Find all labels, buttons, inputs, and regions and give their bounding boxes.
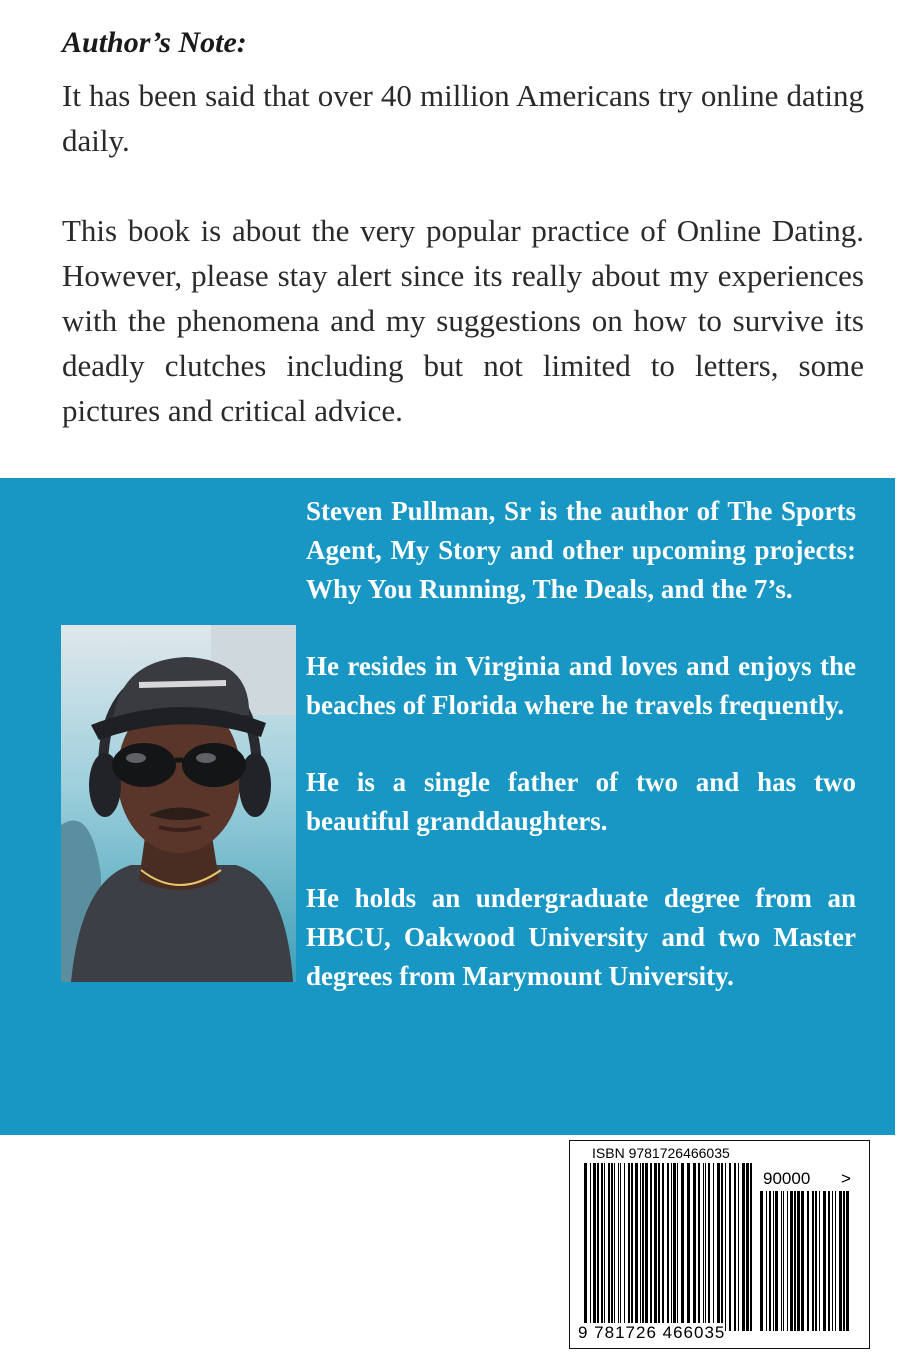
author-bio-text [306,492,856,1034]
isbn-barcode [569,1140,870,1349]
author-photo-illustration [61,625,296,982]
author-bio-panel [0,478,895,1135]
authors-note-paragraph-2: This book is about the very popular practice of Online Dating. However, please stay alert since its really about my experiences with the phenomena and my suggestions on how to survive its deadly clutches including but not limited to letters, some pictures and critical advice. [62,213,864,428]
isbn-digits: 9 781726 466035 [578,1323,726,1342]
barcode-bars [570,1141,871,1350]
bio-paragraph-2: He resides in Virginia and loves and enjoys the beaches of Florida where he travels frequently. [306,651,856,720]
authors-note-paragraph-1: It has been said that over 40 million Americans try online dating daily. [62,78,864,158]
price-code: 90000 [763,1169,811,1188]
bio-paragraph-3: He is a single father of two and has two beautiful granddaughters. [306,767,856,836]
isbn-label: ISBN 9781726466035 [592,1145,730,1161]
bio-paragraph-4: He holds an undergraduate degree from an HBCU, Oakwood University and two Master degrees from Marymount University. [306,883,856,991]
authors-note-heading: Author’s Note: [62,26,247,59]
author-photo [61,625,296,982]
price-arrow: > [841,1169,851,1188]
bio-paragraph-1: Steven Pullman, Sr is the author of The Sports Agent, My Story and other upcoming projects: Why You Running, The Deals, and the 7’s. [306,496,856,604]
